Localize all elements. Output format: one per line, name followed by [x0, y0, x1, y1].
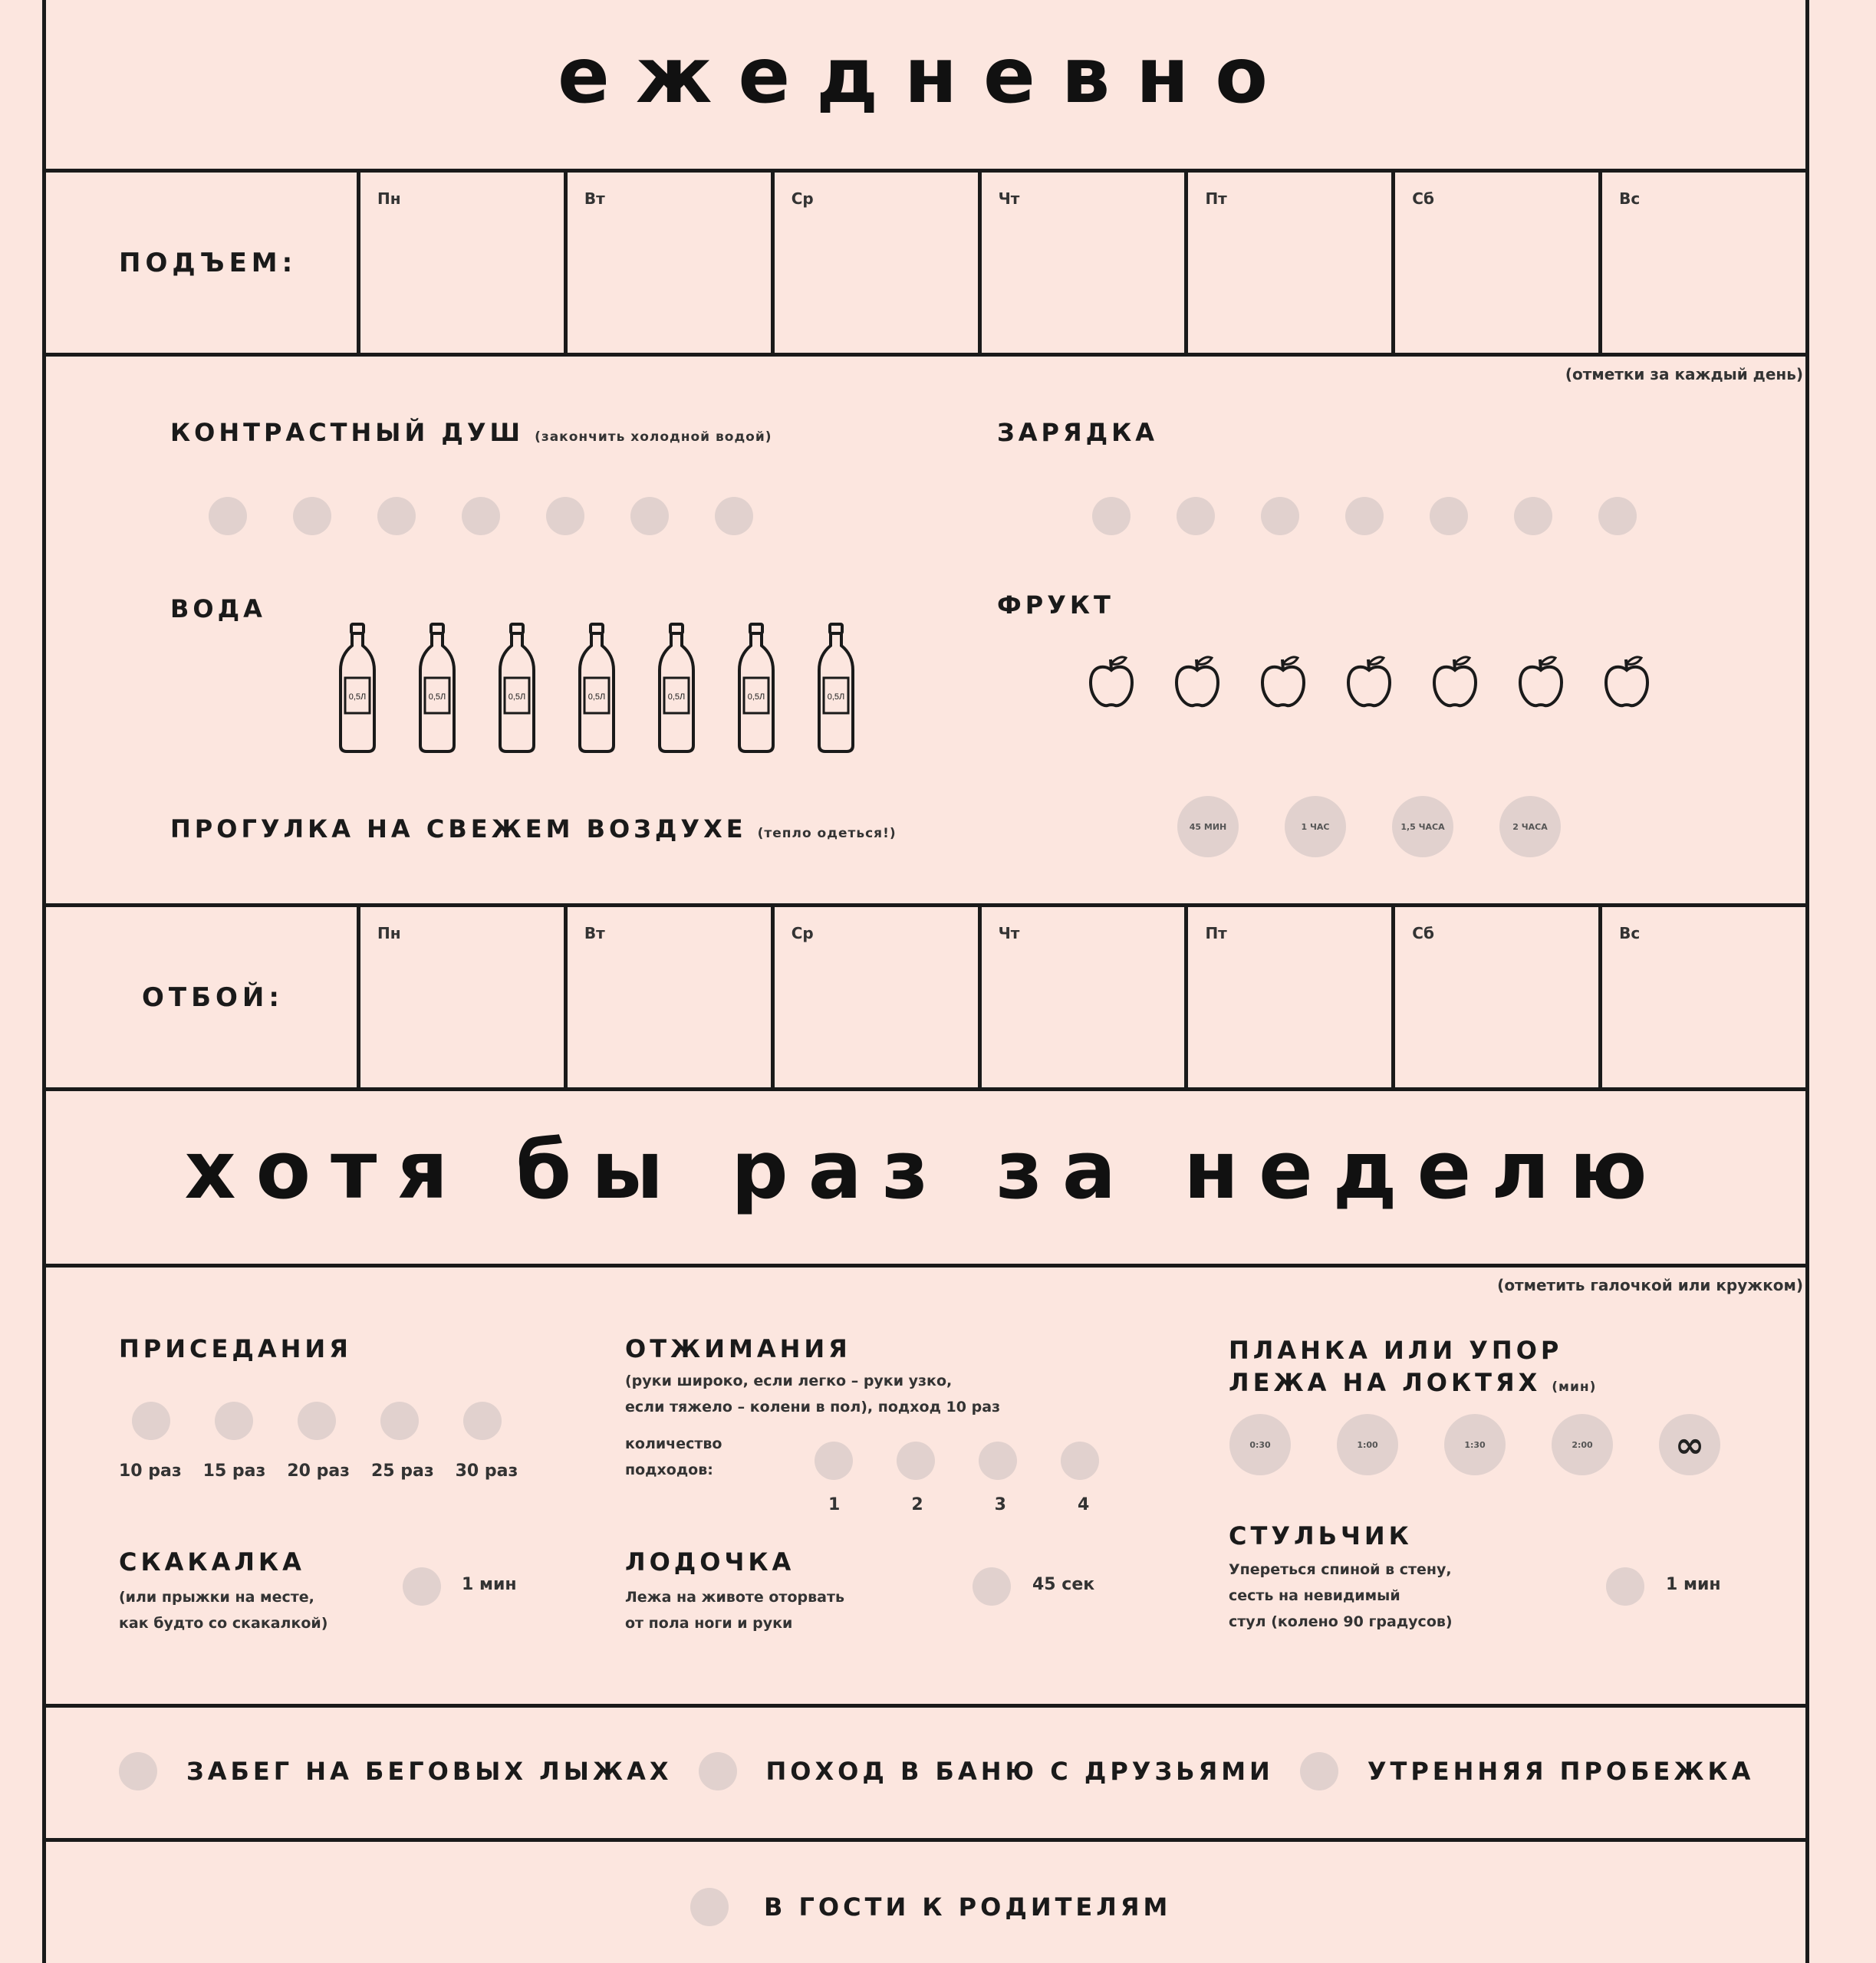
check-circle[interactable] — [897, 1442, 935, 1480]
boat-label: ЛОДОЧКА — [625, 1547, 795, 1577]
divider — [42, 1704, 1809, 1708]
water-bottle-icon[interactable] — [657, 623, 696, 755]
day-label: Вс — [1619, 924, 1641, 942]
walk-option[interactable]: 1,5 ЧАСА — [1392, 796, 1453, 857]
check-circle[interactable] — [979, 1442, 1017, 1480]
plank-options — [1229, 1414, 1720, 1475]
day-label: Ср — [791, 924, 814, 942]
divider — [42, 1087, 1809, 1091]
divider — [42, 1264, 1809, 1268]
walk-option[interactable]: 45 МИН — [1177, 796, 1239, 857]
activity-bath: ПОХОД В БАНЮ С ДРУЗЬЯМИ — [765, 1757, 1274, 1786]
check-circle[interactable] — [1300, 1752, 1338, 1790]
check-circle[interactable] — [462, 497, 500, 535]
day-label: Пт — [1205, 189, 1227, 208]
svg-text:0,5Л: 0,5Л — [827, 692, 845, 702]
day-label: Чт — [998, 189, 1020, 208]
day-label: Чт — [998, 924, 1020, 942]
sleep-day-cell[interactable] — [357, 907, 564, 1087]
svg-text:0,5Л: 0,5Л — [747, 692, 765, 702]
svg-text:0,5Л: 0,5Л — [508, 692, 526, 702]
squats-counts — [119, 1462, 518, 1481]
plank-option[interactable]: 1:00 — [1337, 1414, 1398, 1475]
squats-label: ПРИСЕДАНИЯ — [119, 1334, 352, 1363]
apple-icon[interactable] — [1088, 653, 1135, 709]
walk-label: ПРОГУЛКА НА СВЕЖЕМ ВОЗДУХЕ (тепло одеться!) — [170, 814, 897, 843]
chair-hint: Упереться спиной в стену, сесть на невидимый стул (колено 90 градусов) — [1229, 1561, 1453, 1630]
walk-option[interactable]: 2 ЧАСА — [1499, 796, 1561, 857]
shower-label: КОНТРАСТНЫЙ ДУШ (закончить холодной водой) — [170, 418, 772, 447]
check-circle[interactable] — [715, 497, 753, 535]
plank-option-infinity[interactable]: ∞ — [1659, 1414, 1720, 1475]
check-circle[interactable] — [1345, 497, 1384, 535]
boat-duration: 45 сек — [1032, 1575, 1095, 1594]
pushups-sets-label: количество подходов: — [625, 1435, 722, 1478]
daily-title: ежедневно — [558, 31, 1294, 120]
exercise-label: ЗАРЯДКА — [997, 418, 1159, 447]
squats-count: 15 раз — [202, 1462, 266, 1481]
weekly-title: хотя бы раз за неделю — [184, 1123, 1667, 1217]
water-bottle-icon[interactable] — [736, 623, 776, 755]
day-label: Пн — [377, 924, 401, 942]
activities-row — [119, 1752, 1754, 1790]
check-circle[interactable] — [463, 1402, 502, 1440]
daily-note: (отметки за каждый день) — [1565, 365, 1803, 383]
svg-text:0,5Л: 0,5Л — [428, 692, 446, 702]
check-circle[interactable] — [119, 1752, 157, 1790]
check-circle[interactable] — [546, 497, 584, 535]
check-circle[interactable] — [1606, 1567, 1644, 1606]
sleep-day-cell[interactable] — [1391, 907, 1598, 1087]
wake-day-cell[interactable] — [978, 173, 1185, 353]
check-circle[interactable] — [293, 497, 331, 535]
wake-label: ПОДЪЕМ: — [119, 247, 298, 278]
divider — [42, 1838, 1809, 1842]
boat-hint: Лежа на животе оторвать от пола ноги и руки — [625, 1589, 844, 1632]
day-label: Пн — [377, 189, 401, 208]
check-circle[interactable] — [215, 1402, 253, 1440]
plank-option[interactable]: 0:30 — [1229, 1414, 1291, 1475]
sleep-day-cell[interactable] — [1184, 907, 1391, 1087]
check-circle[interactable] — [699, 1752, 737, 1790]
wake-day-cell[interactable] — [357, 173, 564, 353]
svg-text:0,5Л: 0,5Л — [667, 692, 686, 702]
check-circle[interactable] — [209, 497, 247, 535]
water-bottle-icon[interactable] — [577, 623, 617, 755]
wake-day-cell[interactable] — [1598, 173, 1805, 353]
apple-icon[interactable] — [1431, 653, 1479, 709]
check-circle[interactable] — [298, 1402, 336, 1440]
jump-rope-hint: (или прыжки на месте, как будто со скакалкой) — [119, 1589, 328, 1632]
check-circle[interactable] — [1430, 497, 1468, 535]
squats-options — [132, 1402, 502, 1440]
sleep-row — [46, 907, 1805, 1087]
svg-text:0,5Л: 0,5Л — [587, 692, 606, 702]
check-circle[interactable] — [1261, 497, 1299, 535]
chair-label: СТУЛЬЧИК — [1229, 1521, 1413, 1550]
jump-rope-label: СКАКАЛКА — [119, 1547, 305, 1577]
set-number: 3 — [994, 1495, 1006, 1514]
check-circle[interactable] — [1177, 497, 1215, 535]
squats-count: 20 раз — [287, 1462, 350, 1481]
weekly-note: (отметить галочкой или кружком) — [1497, 1276, 1803, 1294]
plank-option[interactable]: 2:00 — [1552, 1414, 1613, 1475]
apple-icon[interactable] — [1259, 653, 1307, 709]
day-label: Вт — [584, 924, 605, 942]
apple-icon[interactable] — [1173, 653, 1221, 709]
wake-day-cell[interactable] — [1184, 173, 1391, 353]
apple-icon[interactable] — [1517, 653, 1565, 709]
squats-count: 10 раз — [119, 1462, 182, 1481]
check-circle[interactable] — [1598, 497, 1637, 535]
water-label: ВОДА — [170, 594, 266, 623]
set-number: 1 — [828, 1495, 841, 1514]
check-circle[interactable] — [380, 1402, 419, 1440]
check-circle[interactable] — [815, 1442, 853, 1480]
check-circle[interactable] — [1092, 497, 1131, 535]
set-number: 2 — [911, 1495, 923, 1514]
walk-option[interactable]: 1 ЧАС — [1285, 796, 1346, 857]
water-bottle-icon[interactable] — [816, 623, 856, 755]
water-bottles — [337, 623, 856, 755]
day-label: Ср — [791, 189, 814, 208]
fruit-apples — [1088, 653, 1651, 709]
day-label: Пт — [1205, 924, 1227, 942]
set-number: 4 — [1077, 1495, 1090, 1514]
sleep-day-cell[interactable] — [978, 907, 1185, 1087]
check-circle[interactable] — [377, 497, 416, 535]
plank-unit: (мин) — [1552, 1379, 1597, 1395]
activity-run: УТРЕННЯЯ ПРОБЕЖКА — [1367, 1757, 1755, 1786]
check-circle[interactable] — [630, 497, 669, 535]
check-circle[interactable] — [1514, 497, 1552, 535]
exercise-checkboxes — [1092, 497, 1637, 535]
wake-day-cell[interactable] — [564, 173, 771, 353]
day-label: Сб — [1412, 189, 1434, 208]
sleep-label: ОТБОЙ: — [142, 982, 284, 1013]
activity-visit-parents: В ГОСТИ К РОДИТЕЛЯМ — [764, 1892, 1172, 1922]
plank-label: ПЛАНКА ИЛИ УПОР ЛЕЖА НА ЛОКТЯХ (мин) — [1229, 1336, 1597, 1397]
walk-hint: (тепло одеться!) — [757, 826, 897, 841]
sleep-day-cell[interactable] — [564, 907, 771, 1087]
wake-row — [46, 173, 1805, 353]
check-circle[interactable] — [1061, 1442, 1099, 1480]
shower-checkboxes — [209, 497, 753, 535]
day-label: Вс — [1619, 189, 1641, 208]
sleep-day-cell[interactable] — [771, 907, 978, 1087]
wake-day-cell[interactable] — [1391, 173, 1598, 353]
activity-ski: ЗАБЕГ НА БЕГОВЫХ ЛЫЖАХ — [186, 1757, 673, 1786]
wake-day-cell[interactable] — [771, 173, 978, 353]
pushups-label: ОТЖИМАНИЯ — [625, 1334, 851, 1363]
squats-count: 25 раз — [370, 1462, 434, 1481]
svg-text:0,5Л: 0,5Л — [348, 692, 367, 702]
day-label: Вт — [584, 189, 605, 208]
walk-duration-options — [1177, 796, 1561, 857]
chair-duration: 1 мин — [1666, 1575, 1721, 1594]
day-label: Сб — [1412, 924, 1434, 942]
water-bottle-icon[interactable] — [417, 623, 457, 755]
apple-icon[interactable] — [1345, 653, 1393, 709]
apple-icon[interactable] — [1603, 653, 1651, 709]
divider — [42, 353, 1809, 357]
check-circle[interactable] — [403, 1567, 441, 1606]
pushups-hint: (руки широко, если легко – руки узко, если тяжело – колени в пол), подход 10 раз — [625, 1373, 1001, 1416]
fruit-label: ФРУКТ — [997, 590, 1114, 620]
water-bottle-icon[interactable] — [337, 623, 377, 755]
pushups-sets-options — [815, 1442, 1099, 1480]
check-circle[interactable] — [973, 1567, 1011, 1606]
jump-rope-duration: 1 мин — [462, 1575, 517, 1594]
sleep-day-cell[interactable] — [1598, 907, 1805, 1087]
squats-count: 30 раз — [455, 1462, 518, 1481]
visit-row — [690, 1888, 1171, 1926]
check-circle[interactable] — [690, 1888, 729, 1926]
pushups-set-numbers — [828, 1495, 1089, 1514]
shower-hint: (закончить холодной водой) — [535, 429, 772, 445]
check-circle[interactable] — [132, 1402, 170, 1440]
plank-option[interactable]: 1:30 — [1444, 1414, 1506, 1475]
water-bottle-icon[interactable] — [497, 623, 537, 755]
